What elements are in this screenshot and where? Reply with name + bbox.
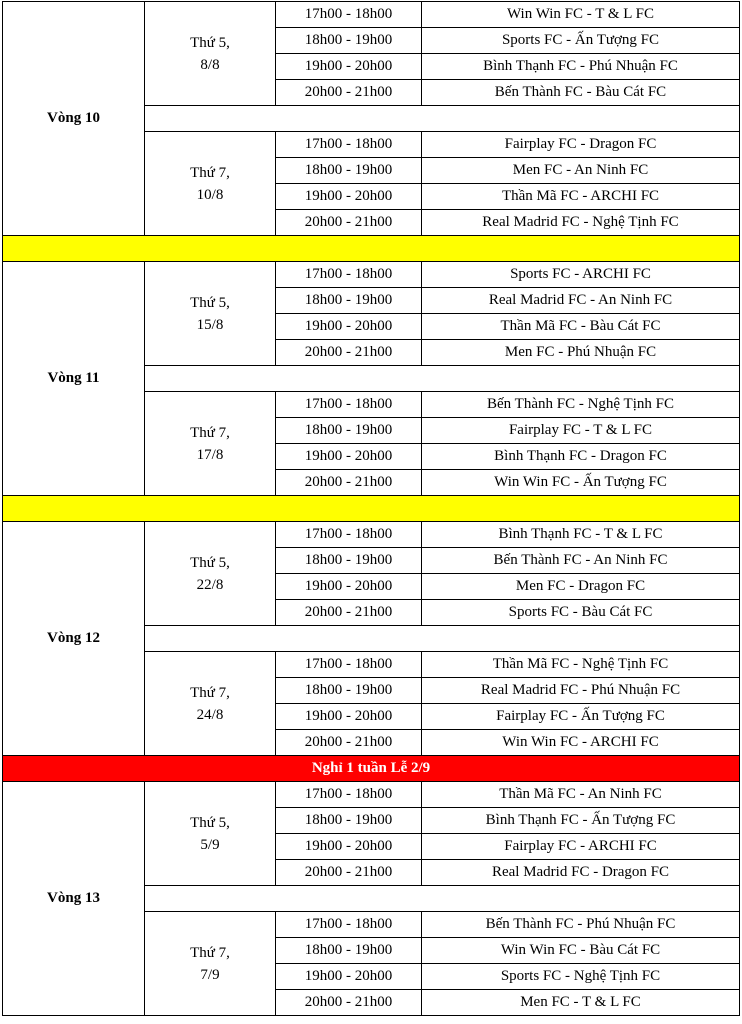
separator-cell — [3, 496, 740, 522]
match-cell: Real Madrid FC - An Ninh FC — [422, 288, 740, 314]
match-cell: Thần Mã FC - Nghệ Tịnh FC — [422, 652, 740, 678]
day-cell — [145, 652, 276, 756]
day-date: 22/8 — [196, 576, 224, 593]
match-cell: Thần Mã FC - An Ninh FC — [422, 782, 740, 808]
match-cell: Sports FC - Bàu Cát FC — [422, 600, 740, 626]
table-row — [3, 2, 740, 28]
match-cell: Sports FC - Ấn Tượng FC — [422, 28, 740, 54]
time-cell: 17h00 - 18h00 — [276, 522, 422, 548]
day-date: 5/9 — [200, 836, 220, 853]
day-cell — [145, 2, 276, 106]
empty-gap-cell — [145, 886, 740, 912]
match-cell: Win Win FC - ARCHI FC — [422, 730, 740, 756]
day-date: 7/9 — [200, 966, 220, 983]
round-label: Vòng 12 — [3, 522, 145, 756]
time-cell: 19h00 - 20h00 — [276, 964, 422, 990]
time-cell: 20h00 - 21h00 — [276, 340, 422, 366]
table-row — [3, 522, 740, 548]
separator-band — [3, 496, 740, 522]
day-date: 17/8 — [196, 446, 224, 463]
match-cell: Bến Thành FC - Bàu Cát FC — [422, 80, 740, 106]
day-label: Thứ 7, — [190, 424, 230, 441]
day-date: 8/8 — [200, 56, 220, 73]
match-cell: Men FC - T & L FC — [422, 990, 740, 1016]
day-label: Thứ 5, — [190, 554, 230, 571]
time-cell: 17h00 - 18h00 — [276, 262, 422, 288]
time-cell: 18h00 - 19h00 — [276, 678, 422, 704]
time-cell: 18h00 - 19h00 — [276, 808, 422, 834]
match-cell: Bến Thành FC - An Ninh FC — [422, 548, 740, 574]
match-cell: Men FC - Dragon FC — [422, 574, 740, 600]
match-cell: Thần Mã FC - Bàu Cát FC — [422, 314, 740, 340]
day-cell — [145, 262, 276, 366]
match-cell: Fairplay FC - ARCHI FC — [422, 834, 740, 860]
day-date: 15/8 — [196, 316, 224, 333]
empty-gap-cell — [145, 106, 740, 132]
time-cell: 17h00 - 18h00 — [276, 782, 422, 808]
match-cell: Bến Thành FC - Phú Nhuận FC — [422, 912, 740, 938]
separator-cell — [3, 236, 740, 262]
time-cell: 20h00 - 21h00 — [276, 990, 422, 1016]
match-cell: Real Madrid FC - Nghệ Tịnh FC — [422, 210, 740, 236]
empty-gap-cell — [145, 366, 740, 392]
match-cell: Sports FC - Nghệ Tịnh FC — [422, 964, 740, 990]
day-label: Thứ 5, — [190, 814, 230, 831]
time-cell: 19h00 - 20h00 — [276, 314, 422, 340]
match-cell: Thần Mã FC - ARCHI FC — [422, 184, 740, 210]
time-cell: 19h00 - 20h00 — [276, 834, 422, 860]
schedule-body — [3, 2, 740, 1016]
match-cell: Bình Thạnh FC - Phú Nhuận FC — [422, 54, 740, 80]
day-label: Thứ 5, — [190, 294, 230, 311]
schedule-table — [2, 1, 740, 1016]
match-cell: Bình Thạnh FC - Dragon FC — [422, 444, 740, 470]
day-date: 24/8 — [196, 706, 224, 723]
time-cell: 19h00 - 20h00 — [276, 574, 422, 600]
match-cell: Fairplay FC - Dragon FC — [422, 132, 740, 158]
day-cell — [145, 132, 276, 236]
round-label: Vòng 10 — [3, 2, 145, 236]
time-cell: 20h00 - 21h00 — [276, 210, 422, 236]
time-cell: 20h00 - 21h00 — [276, 600, 422, 626]
day-label: Thứ 7, — [190, 164, 230, 181]
time-cell: 17h00 - 18h00 — [276, 392, 422, 418]
table-row — [3, 782, 740, 808]
time-cell: 18h00 - 19h00 — [276, 288, 422, 314]
match-cell: Win Win FC - Ấn Tượng FC — [422, 470, 740, 496]
match-cell: Men FC - An Ninh FC — [422, 158, 740, 184]
time-cell: 20h00 - 21h00 — [276, 860, 422, 886]
round-label: Vòng 11 — [3, 262, 145, 496]
time-cell: 20h00 - 21h00 — [276, 80, 422, 106]
time-cell: 19h00 - 20h00 — [276, 184, 422, 210]
match-cell: Real Madrid FC - Dragon FC — [422, 860, 740, 886]
match-cell: Fairplay FC - T & L FC — [422, 418, 740, 444]
holiday-band — [3, 756, 740, 782]
match-cell: Bến Thành FC - Nghệ Tịnh FC — [422, 392, 740, 418]
match-cell: Bình Thạnh FC - T & L FC — [422, 522, 740, 548]
time-cell: 17h00 - 18h00 — [276, 2, 422, 28]
day-cell — [145, 392, 276, 496]
day-label: Thứ 7, — [190, 944, 230, 961]
time-cell: 19h00 - 20h00 — [276, 54, 422, 80]
time-cell: 17h00 - 18h00 — [276, 912, 422, 938]
time-cell: 17h00 - 18h00 — [276, 652, 422, 678]
round-label: Vòng 13 — [3, 782, 145, 1016]
time-cell: 18h00 - 19h00 — [276, 938, 422, 964]
time-cell: 20h00 - 21h00 — [276, 730, 422, 756]
separator-band — [3, 236, 740, 262]
match-cell: Win Win FC - Bàu Cát FC — [422, 938, 740, 964]
match-cell: Real Madrid FC - Phú Nhuận FC — [422, 678, 740, 704]
day-cell — [145, 912, 276, 1016]
match-cell: Fairplay FC - Ấn Tượng FC — [422, 704, 740, 730]
day-label: Thứ 5, — [190, 34, 230, 51]
time-cell: 19h00 - 20h00 — [276, 704, 422, 730]
time-cell: 18h00 - 19h00 — [276, 548, 422, 574]
empty-gap-cell — [145, 626, 740, 652]
time-cell: 20h00 - 21h00 — [276, 470, 422, 496]
match-cell: Men FC - Phú Nhuận FC — [422, 340, 740, 366]
day-date: 10/8 — [196, 186, 224, 203]
time-cell: 17h00 - 18h00 — [276, 132, 422, 158]
match-cell: Win Win FC - T & L FC — [422, 2, 740, 28]
day-cell — [145, 522, 276, 626]
time-cell: 18h00 - 19h00 — [276, 28, 422, 54]
time-cell: 19h00 - 20h00 — [276, 444, 422, 470]
day-cell — [145, 782, 276, 886]
match-cell: Sports FC - ARCHI FC — [422, 262, 740, 288]
day-label: Thứ 7, — [190, 684, 230, 701]
time-cell: 18h00 - 19h00 — [276, 158, 422, 184]
time-cell: 18h00 - 19h00 — [276, 418, 422, 444]
table-row — [3, 262, 740, 288]
holiday-notice: Nghỉ 1 tuần Lễ 2/9 — [3, 756, 740, 782]
match-cell: Bình Thạnh FC - Ấn Tượng FC — [422, 808, 740, 834]
